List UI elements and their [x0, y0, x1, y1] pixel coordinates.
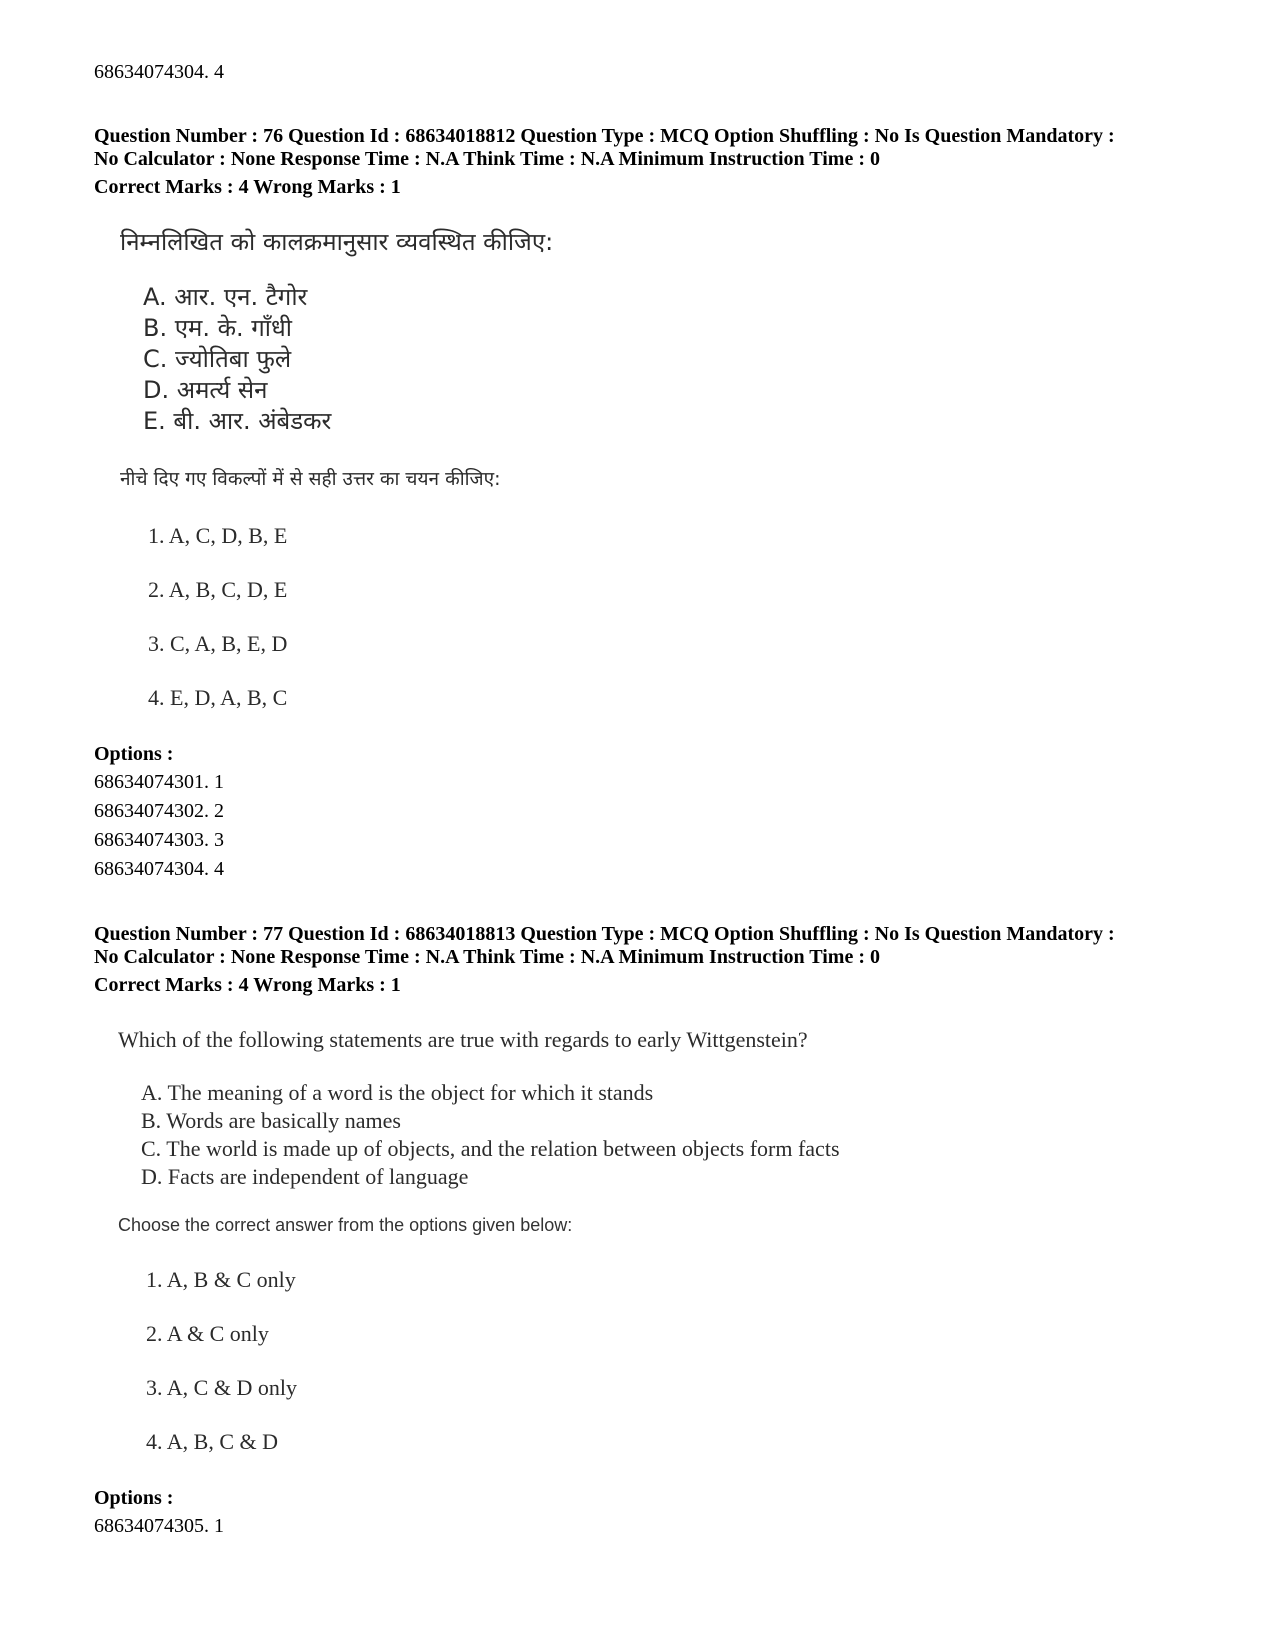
q76-item-b: B. एम. के. गाँधी	[143, 314, 292, 342]
q76-option-4: 68634074304. 4	[94, 858, 224, 880]
q76-option-1: 68634074301. 1	[94, 771, 224, 793]
q76-meta-line-1: Question Number : 76 Question Id : 68634018812 Question Type : MCQ Option Shuffling : No Is Question Mandatory :	[94, 125, 1115, 147]
q76-item-d: D. अमर्त्य सेन	[143, 376, 268, 404]
q77-choice-4: 4. A, B, C & D	[146, 1429, 279, 1454]
q77-options-label: Options :	[94, 1487, 174, 1509]
q76-meta-line-2: No Calculator : None Response Time : N.A Think Time : N.A Minimum Instruction Time : 0	[94, 148, 880, 170]
q76-item-c: C. ज्योतिबा फुले	[143, 345, 292, 373]
q76-marks: Correct Marks : 4 Wrong Marks : 1	[94, 176, 401, 198]
previous-option-line: 68634074304. 4	[94, 61, 224, 83]
q77-meta-line-1: Question Number : 77 Question Id : 68634018813 Question Type : MCQ Option Shuffling : No Is Question Mandatory :	[94, 923, 1115, 945]
q76-option-2: 68634074302. 2	[94, 800, 224, 822]
q76-stem: निम्नलिखित को कालक्रमानुसार व्यवस्थित कीजिए:	[120, 228, 554, 256]
q77-option-1: 68634074305. 1	[94, 1515, 224, 1537]
q77-meta-line-2: No Calculator : None Response Time : N.A Think Time : N.A Minimum Instruction Time : 0	[94, 946, 880, 968]
q77-item-a: A. The meaning of a word is the object for which it stands	[141, 1080, 654, 1105]
q76-item-e: E. बी. आर. अंबेडकर	[143, 407, 332, 435]
q77-marks: Correct Marks : 4 Wrong Marks : 1	[94, 974, 401, 996]
q77-choice-3: 3. A, C & D only	[146, 1375, 297, 1400]
q76-choice-1: 1. A, C, D, B, E	[148, 523, 288, 548]
q76-options-label: Options :	[94, 743, 174, 765]
q76-item-a: A. आर. एन. टैगोर	[143, 283, 308, 311]
q77-instruction: Choose the correct answer from the options given below:	[118, 1215, 573, 1235]
q76-instruction: नीचे दिए गए विकल्पों में से सही उत्तर का चयन कीजिए:	[120, 468, 501, 490]
q76-choice-2: 2. A, B, C, D, E	[148, 577, 288, 602]
q77-item-b: B. Words are basically names	[141, 1108, 401, 1133]
q77-choice-2: 2. A & C only	[146, 1321, 269, 1346]
q77-stem: Which of the following statements are true with regards to early Wittgenstein?	[118, 1027, 808, 1052]
q76-choice-3: 3. C, A, B, E, D	[148, 631, 288, 656]
q76-option-3: 68634074303. 3	[94, 829, 224, 851]
q76-choice-4: 4. E, D, A, B, C	[148, 685, 288, 710]
q77-item-d: D. Facts are independent of language	[141, 1164, 469, 1189]
q77-choice-1: 1. A, B & C only	[146, 1267, 296, 1292]
q77-item-c: C. The world is made up of objects, and the relation between objects form facts	[141, 1136, 840, 1161]
